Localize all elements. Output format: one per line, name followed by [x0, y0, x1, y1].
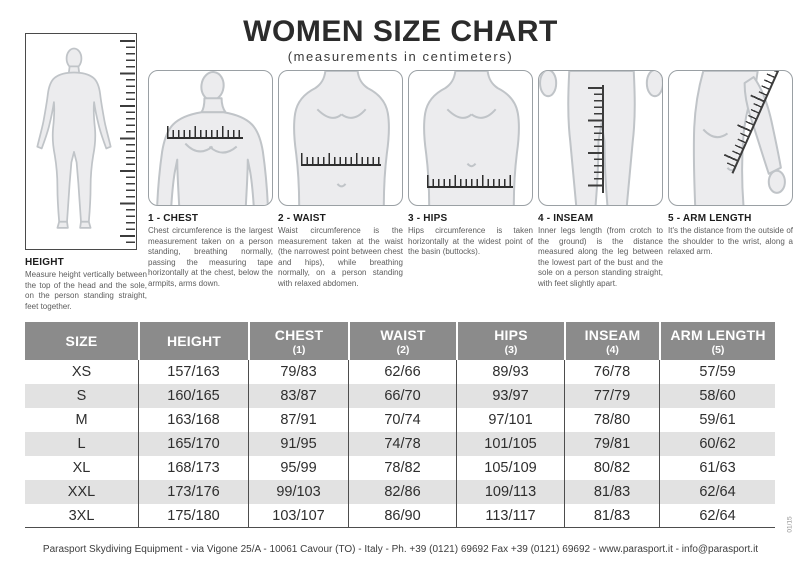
table-row-3xl: [25, 504, 775, 528]
chest-label: 1 - CHEST: [148, 213, 199, 224]
value-cell: 79/81: [564, 432, 659, 456]
value-cell: 57/59: [659, 360, 775, 384]
value-cell: 173/176: [138, 480, 248, 504]
value-cell: 86/90: [348, 504, 456, 528]
col-header-waist: WAIST (2): [348, 322, 456, 360]
value-cell: 62/66: [348, 360, 456, 384]
value-cell: 105/109: [456, 456, 564, 480]
value-cell: 81/83: [564, 504, 659, 528]
height-section: [25, 33, 147, 312]
measurement-hips: [408, 70, 533, 289]
height-label: HEIGHT: [25, 257, 64, 268]
inseam-figure-icon: [538, 70, 663, 206]
value-cell: 58/60: [659, 384, 775, 408]
value-cell: 95/99: [248, 456, 348, 480]
value-cell: 60/62: [659, 432, 775, 456]
value-cell: 66/70: [348, 384, 456, 408]
size-cell: 3XL: [25, 504, 138, 528]
value-cell: 83/87: [248, 384, 348, 408]
size-cell: XL: [72, 460, 91, 476]
value-cell: 89/93: [456, 360, 564, 384]
value-cell: 97/101: [456, 408, 564, 432]
height-ruler-icon: [119, 40, 135, 243]
table-row-l: [25, 432, 775, 456]
col-header-chest: CHEST (1): [248, 322, 348, 360]
document-code: 01/15: [786, 516, 794, 533]
height-description: Measure height vertically between the top of the head and the sole, on the person standing straight, feet together.: [25, 270, 147, 311]
table-row-s: [25, 384, 775, 408]
full-body-figure-icon: [25, 33, 137, 250]
hips-figure-icon: [408, 70, 533, 206]
value-cell: 103/107: [248, 504, 348, 528]
value-cell: 160/165: [138, 384, 248, 408]
value-cell: 163/168: [138, 408, 248, 432]
measurement-panels: [148, 70, 794, 289]
size-cell: XS: [71, 364, 92, 380]
inseam-label: 4 - INSEAM: [538, 213, 594, 224]
value-cell: 59/61: [659, 408, 775, 432]
inseam-description: Inner legs length (from crotch to the ground) is the distance measured along the leg between the lowest part of the bust and the sole on a person standing straight, with feet slightly apart.: [538, 226, 663, 288]
table-row-xxl: [25, 480, 775, 504]
col-header-inseam: INSEAM (4): [564, 322, 659, 360]
waist-tape-icon: [301, 153, 381, 166]
hips-label: 3 - HIPS: [408, 213, 448, 224]
size-table-header: [25, 322, 775, 360]
col-header-arm-length: ARM LENGTH (5): [659, 322, 775, 360]
value-cell: 81/83: [564, 480, 659, 504]
waist-figure-icon: [278, 70, 403, 206]
arm-length-figure-icon: [668, 70, 793, 206]
value-cell: 61/63: [659, 456, 775, 480]
table-row-xl: [25, 456, 775, 480]
chest-tape-icon: [167, 126, 243, 139]
value-cell: 87/91: [248, 408, 348, 432]
value-cell: 113/117: [456, 504, 564, 528]
chest-figure-icon: [148, 70, 273, 206]
value-cell: 74/78: [348, 432, 456, 456]
table-row-xs: [25, 360, 775, 384]
value-cell: 82/86: [348, 480, 456, 504]
full-body-silhouette: [26, 38, 122, 244]
page-title: WOMEN SIZE CHART: [243, 15, 558, 48]
hips-description: Hips circumference is taken horizontally at the widest point of the basin (buttocks).: [408, 226, 533, 257]
value-cell: 80/82: [564, 456, 659, 480]
value-cell: 109/113: [456, 480, 564, 504]
chest-description: Chest circumference is the largest measurement taken on a person standing, breathing normally, passing the measuring tape horizontally at the chest, below the armpits, arms down.: [148, 226, 273, 288]
waist-description: Waist circumference is the measurement taken at the waist (the narrowest point between chest and hips), while breathing normally, on a person standing with relaxed abdomen.: [278, 226, 403, 288]
value-cell: 93/97: [456, 384, 564, 408]
value-cell: 62/64: [659, 480, 775, 504]
table-row-m: [25, 408, 775, 432]
size-cell: L: [25, 432, 138, 456]
value-cell: 168/173: [138, 456, 248, 480]
value-cell: 79/83: [248, 360, 348, 384]
size-table: [25, 322, 775, 528]
measurement-chest: [148, 70, 273, 289]
value-cell: 99/103: [248, 480, 348, 504]
value-cell: 175/180: [138, 504, 248, 528]
page-subtitle: (measurements in centimeters): [287, 48, 514, 64]
value-cell: 78/82: [348, 456, 456, 480]
hips-tape-icon: [427, 175, 513, 188]
arm-length-description: It's the distance from the outside of the shoulder to the wrist, along a relaxed arm.: [668, 226, 793, 257]
footer-text: Parasport Skydiving Equipment - via Vigone 25/A - 10061 Cavour (TO) - Italy - Ph. +39 (0121) 69692 Fax +39 (0121) 69692 - www.parasport.it - info@parasport.it: [42, 544, 759, 555]
col-header-height: HEIGHT: [138, 322, 248, 360]
measurement-waist: [278, 70, 403, 289]
value-cell: 165/170: [138, 432, 248, 456]
value-cell: 70/74: [348, 408, 456, 432]
value-cell: 78/80: [564, 408, 659, 432]
value-cell: 76/78: [564, 360, 659, 384]
value-cell: 62/64: [659, 504, 775, 528]
value-cell: 157/163: [138, 360, 248, 384]
size-cell: XXL: [25, 480, 138, 504]
arm-length-label: 5 - ARM LENGTH: [668, 213, 752, 224]
value-cell: 101/105: [456, 432, 564, 456]
measurement-arm-length: [668, 70, 793, 289]
inseam-ruler-icon: [587, 87, 603, 191]
col-header-size: SIZE: [25, 322, 138, 360]
value-cell: 77/79: [564, 384, 659, 408]
size-cell: M: [75, 412, 88, 428]
measurement-inseam: [538, 70, 663, 289]
size-cell: S: [25, 384, 138, 408]
value-cell: 91/95: [248, 432, 348, 456]
col-header-hips: HIPS (3): [456, 322, 564, 360]
waist-label: 2 - WAIST: [278, 213, 326, 224]
